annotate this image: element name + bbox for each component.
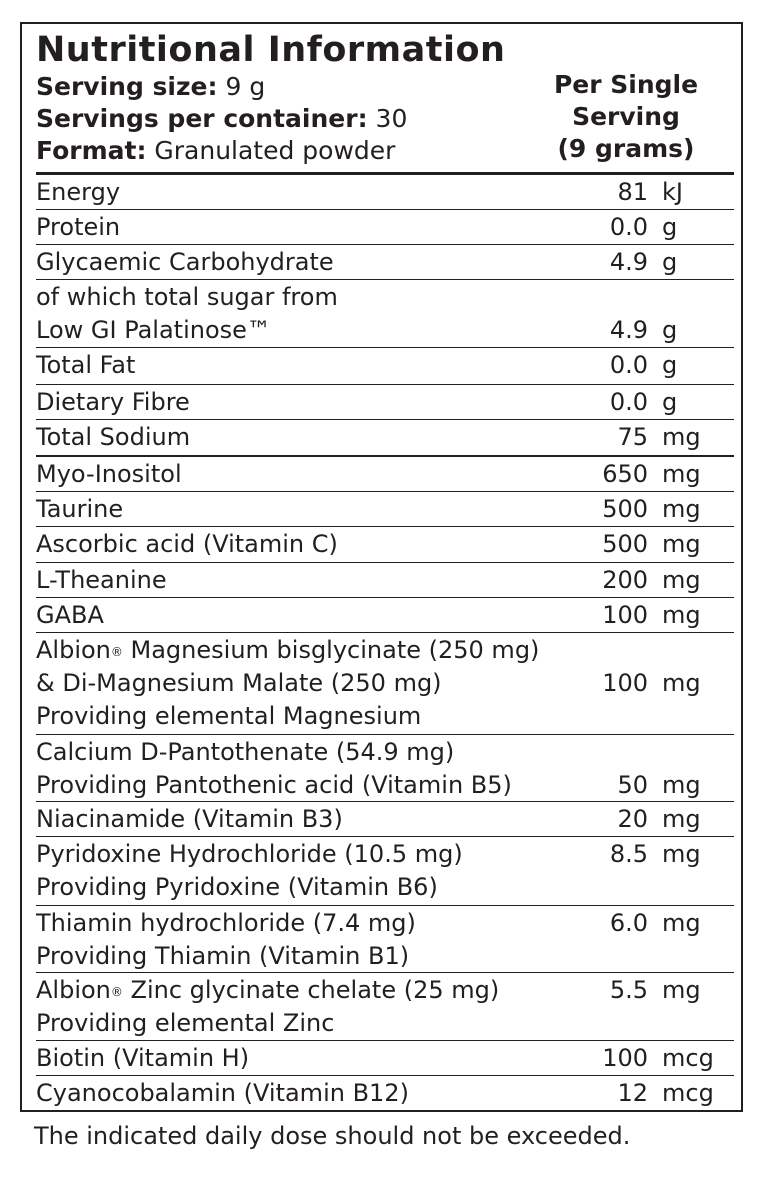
nutrient-value: 100 <box>602 669 648 697</box>
nutrient-name <box>36 564 167 597</box>
format-label: Format: <box>36 136 147 165</box>
nutrient-value: 4.9 <box>609 316 648 344</box>
nutrient-value: 6.0 <box>609 909 648 937</box>
nutrient-name-line: Albion® Magnesium bisglycinate (250 mg) <box>36 636 540 664</box>
nutrient-row <box>36 632 734 734</box>
nutrient-name-line: of which total sugar from <box>36 283 338 311</box>
serving-size-value: 9 g <box>217 72 266 101</box>
nutrient-value: 200 <box>602 566 648 594</box>
nutrient-value: 75 <box>617 423 648 451</box>
nutrient-name <box>36 803 343 836</box>
nutrient-name <box>36 211 120 244</box>
footer-note: The indicated daily dose should not be exceeded. <box>34 1122 631 1150</box>
nutrient-unit: g <box>662 213 678 241</box>
nutrient-row <box>36 972 734 1040</box>
nutrient-row <box>36 455 734 491</box>
nutrient-name-line: Glycaemic Carbohydrate <box>36 248 334 276</box>
nutrient-row <box>36 209 734 244</box>
nutrient-value: 650 <box>602 460 648 488</box>
nutrient-name <box>36 907 416 973</box>
nutrient-name-line: Protein <box>36 213 121 241</box>
nutrient-value: 12 <box>617 1079 648 1107</box>
nutrient-name-line: Cyanocobalamin (Vitamin B12) <box>36 1079 409 1107</box>
nutrient-row <box>36 172 734 209</box>
nutrient-name-line: Biotin (Vitamin H) <box>36 1044 250 1072</box>
nutrient-name-line: Dietary Fibre <box>36 388 190 416</box>
nutrient-name <box>36 634 539 733</box>
nutrient-name-line: Calcium D-Pantothenate (54.9 mg) <box>36 738 455 766</box>
nutrient-unit: g <box>662 351 678 379</box>
per-serving-header-line: Per Single <box>553 70 699 99</box>
per-serving-header-line: (9 grams) <box>557 134 695 163</box>
nutrient-name <box>36 599 104 632</box>
nutrient-name-line: Thiamin hydrochloride (7.4 mg) <box>36 909 416 937</box>
nutrient-name-line: Energy <box>36 178 121 206</box>
nutrient-row <box>36 1075 734 1110</box>
nutrient-name <box>36 736 512 802</box>
nutrient-name <box>36 458 182 491</box>
servings-per-container-label: Servings per container: <box>36 104 368 133</box>
nutrient-name <box>36 386 190 419</box>
nutrient-value: 100 <box>602 601 648 629</box>
nutrient-name-line: & Di-Magnesium Malate (250 mg) <box>36 669 442 697</box>
nutrient-value: 0.0 <box>609 351 648 379</box>
nutrient-row <box>36 279 734 347</box>
nutrient-unit: kJ <box>662 178 683 206</box>
nutrient-name <box>36 246 334 279</box>
nutrient-value: 50 <box>617 771 648 799</box>
nutrient-name-line: Low GI Palatinose™ <box>36 316 271 344</box>
nutrient-unit: mg <box>662 460 701 488</box>
nutrient-name-line: Providing elemental Magnesium <box>36 702 422 730</box>
nutrient-name-line: Niacinamide (Vitamin B3) <box>36 805 343 833</box>
nutrient-unit: mg <box>662 909 701 937</box>
nutrient-row <box>36 526 734 562</box>
nutrient-name-line: Albion® Zinc glycinate chelate (25 mg) <box>36 976 500 1004</box>
nutrient-unit: g <box>662 316 678 344</box>
nutrient-name <box>36 838 463 904</box>
nutrient-name <box>36 421 190 454</box>
nutrient-row <box>36 1040 734 1075</box>
nutrient-table <box>36 172 734 1110</box>
nutrient-unit: mg <box>662 840 701 868</box>
nutrient-name <box>36 528 338 561</box>
nutrient-value: 100 <box>602 1044 648 1072</box>
nutrient-row <box>36 384 734 419</box>
nutrient-unit: mg <box>662 771 701 799</box>
nutrition-panel <box>20 22 743 1112</box>
nutrient-unit: mg <box>662 669 701 697</box>
nutrient-name <box>36 176 120 209</box>
nutrient-row <box>36 491 734 526</box>
nutrient-name-line: Myo-Inositol <box>36 460 182 488</box>
nutrient-value: 81 <box>617 178 648 206</box>
nutrient-unit: g <box>662 388 678 416</box>
nutrient-value: 4.9 <box>609 248 648 276</box>
nutrient-row <box>36 419 734 455</box>
nutrient-row <box>36 562 734 597</box>
panel-title: Nutritional Information <box>36 30 506 70</box>
nutrient-name-line: Total Fat <box>36 351 136 379</box>
nutrient-value: 0.0 <box>609 213 648 241</box>
per-serving-header <box>546 69 706 165</box>
per-serving-header-line: Serving <box>572 102 680 131</box>
nutrient-value: 0.0 <box>609 388 648 416</box>
nutrient-name-line: Providing Pantothenic acid (Vitamin B5) <box>36 771 512 799</box>
servings-per-container <box>36 104 407 133</box>
nutrient-value: 500 <box>602 530 648 558</box>
servings-per-container-value: 30 <box>367 104 408 133</box>
nutrient-name-line: GABA <box>36 601 104 629</box>
format <box>36 136 395 165</box>
nutrient-name-line: L-Theanine <box>36 566 167 594</box>
nutrient-unit: mg <box>662 805 701 833</box>
nutrient-unit: mg <box>662 495 701 523</box>
nutrient-unit: mcg <box>662 1079 714 1107</box>
nutrient-value: 5.5 <box>609 976 648 1004</box>
nutrient-row <box>36 734 734 801</box>
nutrient-value: 20 <box>617 805 648 833</box>
nutrient-unit: mg <box>662 530 701 558</box>
nutrient-row <box>36 597 734 632</box>
nutrient-unit: mg <box>662 566 701 594</box>
serving-size <box>36 72 265 101</box>
nutrient-unit: mcg <box>662 1044 714 1072</box>
nutrient-name <box>36 1042 249 1075</box>
nutrient-name-line: Taurine <box>36 495 124 523</box>
nutrient-value: 8.5 <box>609 840 648 868</box>
serving-size-label: Serving size: <box>36 72 218 101</box>
nutrient-name-line: Total Sodium <box>36 423 191 451</box>
nutrient-unit: mg <box>662 601 701 629</box>
nutrient-name-line: Pyridoxine Hydrochloride (10.5 mg) <box>36 840 463 868</box>
nutrient-value: 500 <box>602 495 648 523</box>
nutrient-row <box>36 836 734 905</box>
nutrient-row <box>36 801 734 836</box>
nutrient-name-line: Providing Pyridoxine (Vitamin B6) <box>36 873 438 901</box>
nutrient-name-line: Providing Thiamin (Vitamin B1) <box>36 942 410 970</box>
nutrient-unit: mg <box>662 976 701 1004</box>
nutrient-row <box>36 347 734 384</box>
format-value: Granulated powder <box>146 136 396 165</box>
nutrient-name <box>36 974 499 1040</box>
nutrient-name-line: Providing elemental Zinc <box>36 1009 335 1037</box>
nutrient-row <box>36 244 734 279</box>
nutrient-row <box>36 905 734 972</box>
nutrient-unit: g <box>662 248 678 276</box>
nutrient-name <box>36 281 338 347</box>
nutrient-name <box>36 493 123 526</box>
nutrient-name <box>36 1077 409 1110</box>
nutrient-unit: mg <box>662 423 701 451</box>
nutrient-name <box>36 349 135 382</box>
nutrient-name-line: Ascorbic acid (Vitamin C) <box>36 530 338 558</box>
